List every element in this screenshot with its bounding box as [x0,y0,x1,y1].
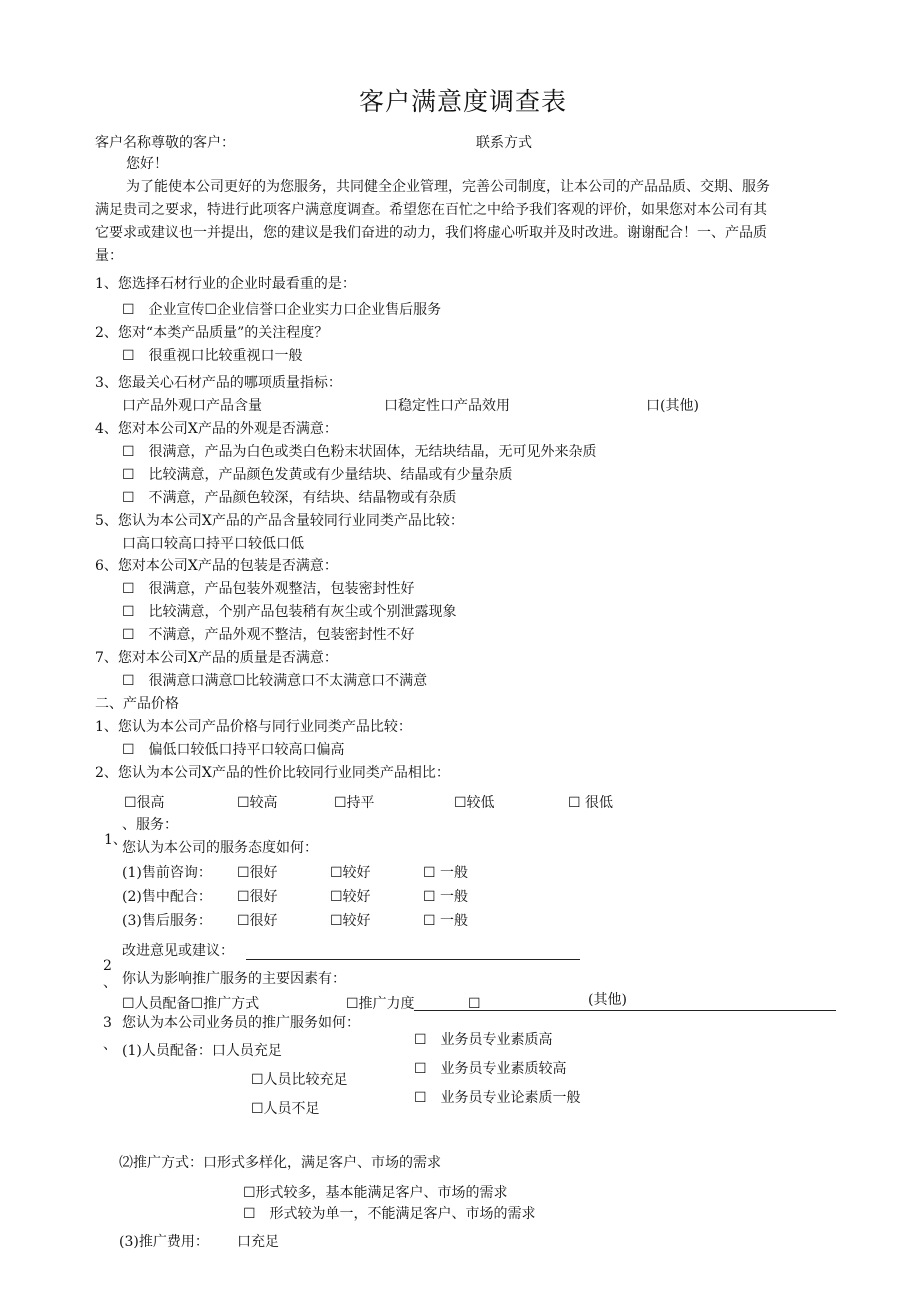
service-option-very-good[interactable]: ☐很好 [237,913,278,929]
staffing-option[interactable]: ☐人员比较充足 [251,1072,348,1088]
question-5: 5、您认为本公司X产品的产品含量较同行业同类产品比较： [95,513,464,529]
staff-quality-option[interactable]: ☐ 业务员专业素质较高 [414,1061,567,1077]
service-number-2: 2 [103,958,112,974]
service-option-good[interactable]: ☐较好 [330,913,371,929]
question-1: 1、您选择石材行业的企业时最看重的是： [95,276,356,292]
question-3: 3、您最关心石材产品的哪项质量指标： [95,375,342,391]
section-price-heading: 二、产品价格 [95,696,179,712]
question-1-options[interactable]: ☐ 企业宣传☐企业信誉口企业实力口企业售后服务 [122,302,442,318]
service-option-average[interactable]: ☐ 一般 [423,889,469,905]
price-option-low[interactable]: ☐较低 [454,795,495,811]
question-3-option-other[interactable]: 口(其他) [646,398,699,414]
section-service-heading: 、服务： [122,817,178,833]
price-option-very-high[interactable]: ☐很高 [124,795,165,811]
question-5-options[interactable]: 口高口较高口持平口较低口低 [122,536,304,552]
greeting: 您好！ [126,156,168,172]
question-2: 2、您对“本类产品质量”的关注程度？ [95,325,329,341]
question-3-option-b[interactable]: 口稳定性口产品效用 [384,398,510,414]
question-7-options[interactable]: ☐ 很满意口满意☐比较满意口不太满意口不满意 [122,673,428,689]
question-4-option[interactable]: ☐ 不满意，产品颜色较深，有结块、结晶物或有杂质 [122,490,457,506]
question-6-option[interactable]: ☐ 很满意，产品包装外观整洁，包装密封性好 [122,581,415,597]
promotion-method-label[interactable]: ⑵推广方式：口形式多样化，满足客户、市场的需求 [119,1155,441,1171]
promotion-fee-option[interactable]: 口充足 [237,1234,279,1250]
service-number-3: 3 [103,1015,112,1031]
staffing-option[interactable]: ☐人员不足 [251,1101,320,1117]
factor-other-input-line[interactable] [414,1010,836,1011]
suggestion-input-line[interactable] [246,959,580,960]
service-option-good[interactable]: ☐较好 [330,889,371,905]
staff-quality-option[interactable]: ☐ 业务员专业论素质一般 [414,1090,581,1106]
service-row-label: (3)售后服务： [122,913,212,929]
service-number-3-mark: 、 [103,1037,117,1053]
service-option-good[interactable]: ☐较好 [330,865,371,881]
question-6-option[interactable]: ☐ 不满意，产品外观不整洁，包装密封性不好 [122,627,415,643]
price-question-1: 1、您认为本公司产品价格与同行业同类产品比较： [95,719,412,735]
price-option-equal[interactable]: ☐持平 [334,795,375,811]
price-option-very-low[interactable]: ☐ 很低 [568,795,614,811]
service-question-3: 您认为本公司业务员的推广服务如何： [122,1015,360,1031]
intro-line: 满足贵司之要求，特进行此项客户满意度调查。希望您在百忙之中给予我们客观的评价，如果您对本公司有其 [95,202,767,218]
factor-option-intensity[interactable]: ☐推广力度 [346,996,415,1012]
service-question-2: 你认为影响推广服务的主要因素有： [122,971,346,987]
question-4-option[interactable]: ☐ 比较满意，产品颜色发黄或有少量结块、结晶或有少量杂质 [122,467,513,483]
price-question-1-options[interactable]: ☐ 偏低口较低口持平口较高口偏高 [122,742,345,758]
staff-quality-option[interactable]: ☐ 业务员专业素质高 [414,1032,553,1048]
customer-name-label: 客户名称尊敬的客户： [95,135,235,151]
service-option-very-good[interactable]: ☐很好 [237,889,278,905]
factor-option-other-label: (其他) [588,992,627,1008]
service-number-2-mark: 、 [103,975,117,991]
intro-line: 量： [95,248,123,264]
intro-line: 为了能使本公司更好的为您服务，共同健全企业管理，完善公司制度，让本公司的产品品质、交期、服务 [126,179,770,195]
service-option-average[interactable]: ☐ 一般 [423,865,469,881]
service-number-1: 1、 [104,832,127,848]
question-4: 4、您对本公司X产品的外观是否满意： [95,421,338,437]
service-row-label: (2)售中配合： [122,889,212,905]
suggestion-label: 改进意见或建议： [122,943,234,959]
question-2-options[interactable]: ☐ 很重视口比较重视口一般 [122,348,303,364]
promotion-method-option[interactable]: ☐ 形式较为单一，不能满足客户、市场的需求 [243,1206,536,1222]
page-title: 客户满意度调查表 [359,87,568,116]
question-6: 6、您对本公司X产品的包装是否满意： [95,558,338,574]
staffing-label[interactable]: (1)人员配备：口人员充足 [122,1043,282,1059]
service-option-average[interactable]: ☐ 一般 [423,913,469,929]
price-question-2: 2、您认为本公司X产品的性价比较同行业同类产品相比： [95,765,450,781]
factor-options-a[interactable]: ☐人员配备☐推广方式 [122,996,260,1012]
contact-label: 联系方式 [476,135,532,151]
service-row-label: (1)售前咨询： [122,865,212,881]
factor-option-other-box[interactable]: ☐ [468,996,481,1012]
service-option-very-good[interactable]: ☐很好 [237,865,278,881]
promotion-fee-label: (3)推广费用： [119,1234,209,1250]
promotion-method-option[interactable]: ☐形式较多，基本能满足客户、市场的需求 [243,1185,508,1201]
service-question-1: 您认为本公司的服务态度如何： [122,840,318,856]
question-4-option[interactable]: ☐ 很满意，产品为白色或类白色粉末状固体，无结块结晶，无可见外来杂质 [122,444,597,460]
question-6-option[interactable]: ☐ 比较满意，个别产品包装稍有灰尘或个别泄露现象 [122,604,457,620]
question-3-option-a[interactable]: 口产品外观口产品含量 [122,398,262,414]
price-option-high[interactable]: ☐较高 [237,795,278,811]
question-7: 7、您对本公司X产品的质量是否满意： [95,650,338,666]
intro-line: 它要求或建议也一并提出，您的建议是我们奋进的动力，我们将虚心听取并及时改进。谢谢配合！一、产品质 [95,225,767,241]
